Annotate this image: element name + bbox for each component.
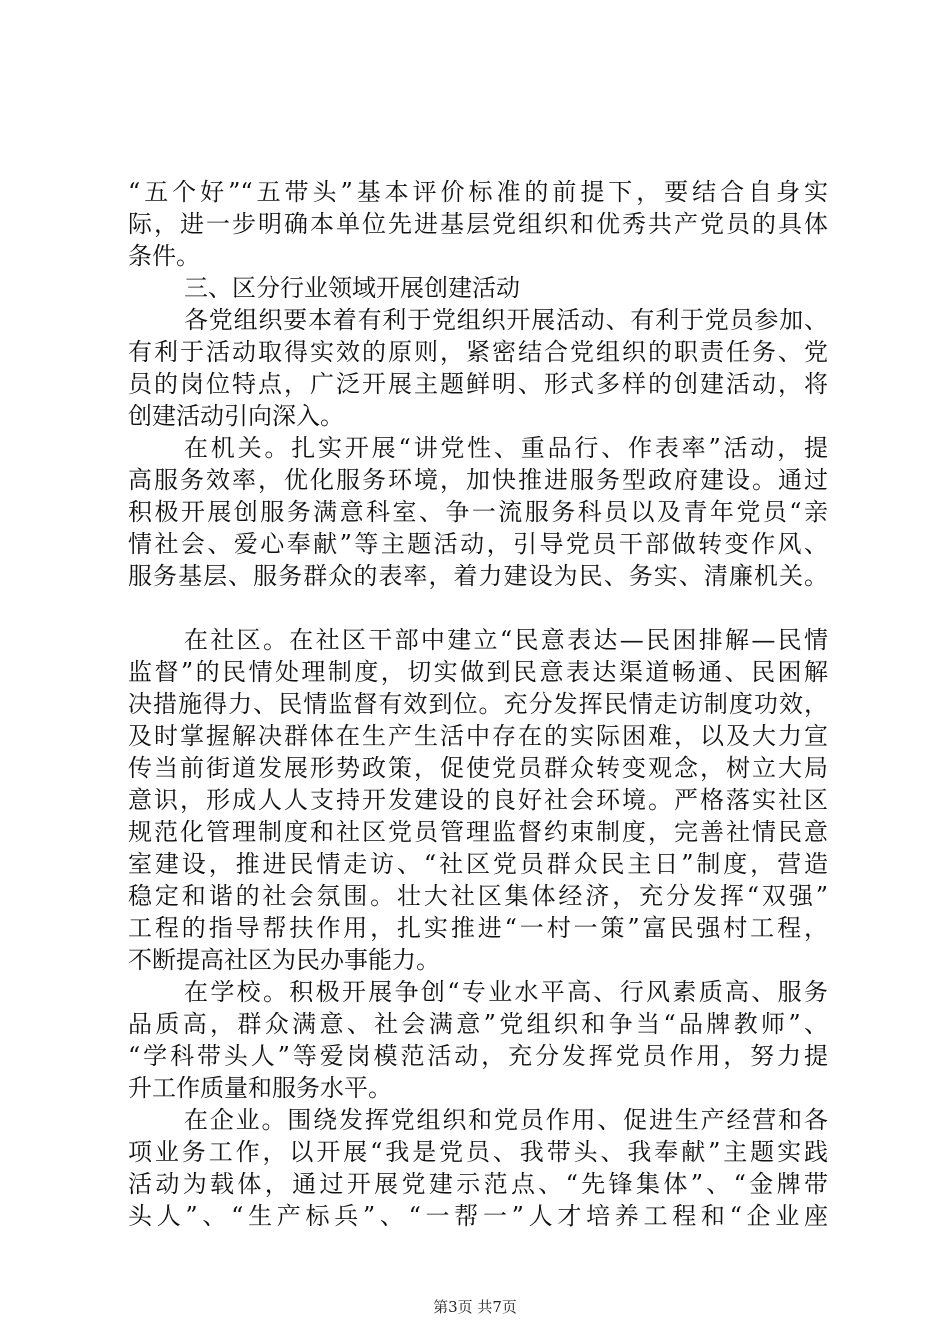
text-line: 际，进一步明确本单位先进基层党组织和优秀共产党员的具体 — [128, 210, 828, 238]
text-line: 工程的指导帮扶作用，扎实推进“一村一策”富民强村工程， — [128, 914, 828, 942]
page-number-footer: 第3页 共7页 — [433, 1298, 517, 1316]
text-line: 服务基层、服务群众的表率，着力建设为民、务实、清廉机关。 — [128, 562, 828, 590]
text-line: 传当前街道发展形势政策，促使党员群众转变观念，树立大局 — [128, 754, 828, 782]
text-line: “五个好”“五带头”基本评价标准的前提下，要结合自身实 — [128, 178, 828, 206]
paragraph-gap — [128, 592, 828, 624]
text-line: “学科带头人”等爱岗模范活动，充分发挥党员作用，努力提 — [128, 1042, 828, 1070]
text-line: 意识，形成人人支持开发建设的良好社会环境。严格落实社区 — [128, 786, 828, 814]
text-line: 条件。 — [128, 242, 200, 270]
text-line: 活动为载体，通过开展党建示范点、“先锋集体”、“金牌带 — [128, 1170, 828, 1198]
text-line: 在社区。在社区干部中建立“民意表达—民困排解—民情 — [184, 626, 828, 654]
text-line: 规范化管理制度和社区党员管理监督约束制度，完善社情民意 — [128, 818, 828, 846]
text-line: 积极开展创服务满意科室、争一流服务科员以及青年党员“亲 — [128, 498, 828, 526]
text-line: 稳定和谐的社会氛围。壮大社区集体经济，充分发挥“双强” — [128, 882, 828, 910]
text-line: 创建活动引向深入。 — [128, 402, 344, 430]
text-line: 决措施得力、民情监督有效到位。充分发挥民情走访制度功效， — [128, 690, 828, 718]
text-line: 升工作质量和服务水平。 — [128, 1074, 392, 1102]
document-body — [128, 176, 828, 1232]
text-line: 各党组织要本着有利于党组织开展活动、有利于党员参加、 — [184, 306, 828, 334]
text-line: 不断提高社区为民办事能力。 — [128, 946, 440, 974]
text-line: 在学校。积极开展争创“专业水平高、行风素质高、服务 — [184, 978, 828, 1006]
text-line: 情社会、爱心奉献”等主题活动，引导党员干部做转变作风、 — [128, 530, 828, 558]
text-line: 品质高，群众满意、社会满意”党组织和争当“品牌教师”、 — [128, 1010, 828, 1038]
text-line: 项业务工作，以开展“我是党员、我带头、我奉献”主题实践 — [128, 1138, 828, 1166]
text-line: 员的岗位特点，广泛开展主题鲜明、形式多样的创建活动，将 — [128, 370, 828, 398]
text-line: 监督”的民情处理制度，切实做到民意表达渠道畅通、民困解 — [128, 658, 828, 686]
text-line: 头人”、“生产标兵”、“一帮一”人才培养工程和“企业座 — [128, 1202, 828, 1230]
text-line: 室建设，推进民情走访、“社区党员群众民主日”制度，营造 — [128, 850, 828, 878]
text-line: 高服务效率，优化服务环境，加快推进服务型政府建设。通过 — [128, 466, 828, 494]
text-line: 有利于活动取得实效的原则，紧密结合党组织的职责任务、党 — [128, 338, 828, 366]
text-line: 在机关。扎实开展“讲党性、重品行、作表率”活动，提 — [184, 434, 828, 462]
text-line: 及时掌握解决群体在生产生活中存在的实际困难，以及大力宣 — [128, 722, 828, 750]
section-heading: 三、区分行业领域开展创建活动 — [184, 274, 520, 302]
text-line: 在企业。围绕发挥党组织和党员作用、促进生产经营和各 — [184, 1106, 828, 1134]
